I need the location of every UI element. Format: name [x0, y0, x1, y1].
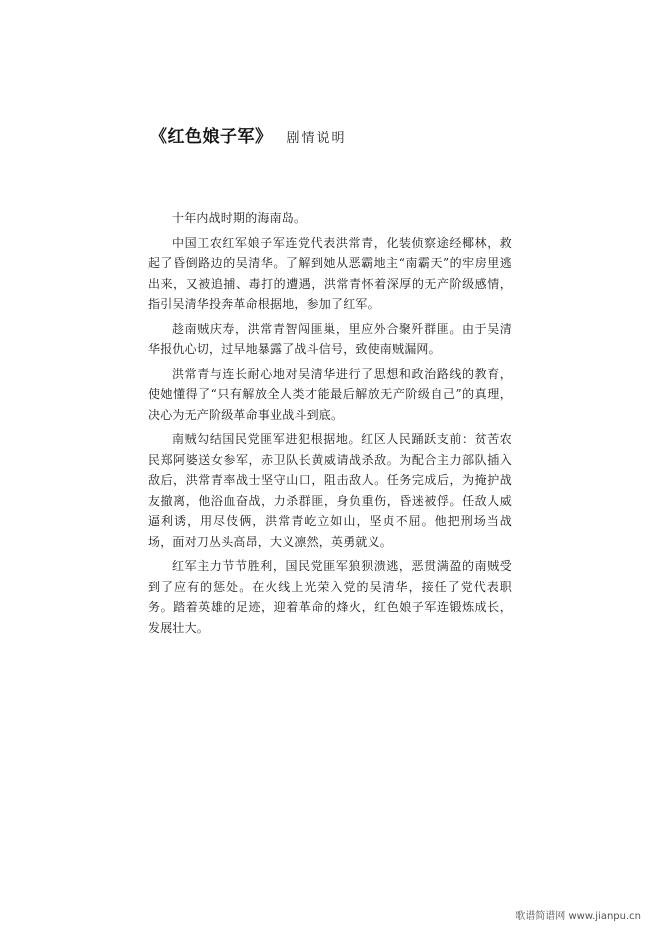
paragraph: 南贼勾结国民党匪军进犯根据地。红区人民踊跃支前：贫苦农民郑阿婆送女参军，赤卫队长黄威请战杀敌。为配合主力部队插入敌后，洪常青率战士坚守山口，阻击敌人。任务完成后，为掩护战友撤离，他浴血奋战，力杀群匪，身负重伤，昏迷被俘。任敌人威逼利诱，用尽伎俩，洪常青屹立如山，坚贞不屈。他把刑场当战场，面对刀丛头高昂，大义凛然，英勇就义。 [148, 432, 512, 549]
synopsis-body [148, 208, 512, 642]
page-subtitle: 剧情说明 [286, 131, 347, 146]
paragraph: 红军主力节节胜利，国民党匪军狼狈溃逃，恶贯满盈的南贼受到了应有的惩处。在火线上光荣入党的吴清华，接任了党代表职务。踏着英雄的足迹，迎着革命的烽火，红色娘子军连锻炼成长，发展壮大。 [148, 559, 512, 635]
title-row [150, 122, 347, 147]
paragraph: 趁南贼庆寿，洪常青智闯匪巢，里应外合聚歼群匪。由于吴清华报仇心切，过早地暴露了战斗信号，致使南贼漏网。 [148, 321, 512, 356]
site-watermark: 歌谱简谱网 www.jianpu.cn [515, 911, 641, 922]
paragraph: 中国工农红军娘子军连党代表洪常青，化装侦察途经椰林，救起了昏倒路边的吴清华。了解到她从恶霸地主“南霸天”的牢房里逃出来，又被追捕、毒打的遭遇，洪常青怀着深厚的无产阶级感情，指引吴清华投奔革命根据地，参加了红军。 [148, 235, 512, 311]
paragraph: 洪常青与连长耐心地对吴清华进行了思想和政治路线的教育，使她懂得了“只有解放全人类才能最后解放无产阶级自己”的真理，决心为无产阶级革命事业战斗到底。 [148, 366, 512, 422]
page-title: 《红色娘子军》 [150, 127, 273, 147]
paragraph: 十年内战时期的海南岛。 [172, 211, 307, 225]
